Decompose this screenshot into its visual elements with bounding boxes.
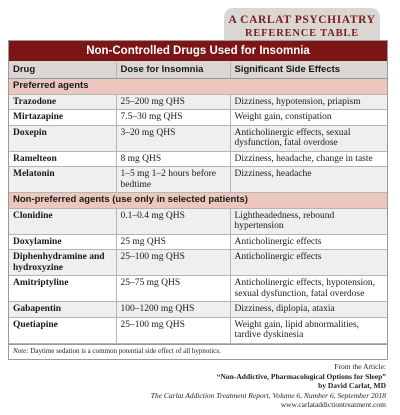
drug-name: Diphenhydramine and hydroxyzine — [9, 250, 116, 276]
drug-dose: 25–200 mg QHS — [116, 94, 230, 110]
table-title: Non-Controlled Drugs Used for Insomnia — [9, 41, 387, 61]
drug-name: Ramelteon — [9, 151, 116, 167]
header-side-effects: Significant Side Effects — [230, 61, 387, 79]
drug-dose: 8 mg QHS — [116, 151, 230, 167]
table-row — [9, 250, 387, 276]
table-row — [9, 110, 387, 126]
badge-line-2: REFERENCE TABLE — [244, 28, 359, 39]
section-preferred — [9, 79, 387, 95]
drug-name: Doxylamine — [9, 234, 116, 250]
drug-name: Quetiapine — [9, 317, 116, 343]
drug-name: Gabapentin — [9, 302, 116, 318]
table-row — [9, 167, 387, 193]
drug-dose: 25–100 mg QHS — [116, 250, 230, 276]
table-row — [9, 208, 387, 234]
drug-name: Trazodone — [9, 94, 116, 110]
drug-name: Amitriptyline — [9, 276, 116, 302]
drug-effects: Anticholinergic effects — [230, 250, 387, 276]
drug-effects: Anticholinergic effects, sexual dysfunction, fatal overdose — [230, 125, 387, 151]
drug-dose: 25–100 mg QHS — [116, 317, 230, 343]
drug-effects: Dizziness, hypotension, priapism — [230, 94, 387, 110]
header-drug: Drug — [9, 61, 116, 79]
note-label: Note: — [13, 346, 29, 355]
table-note — [9, 344, 387, 357]
drug-table — [9, 61, 387, 344]
drug-name: Doxepin — [9, 125, 116, 151]
reference-table-card — [8, 40, 388, 360]
drug-dose: 25 mg QHS — [116, 234, 230, 250]
table-row — [9, 276, 387, 302]
drug-dose: 3–20 mg QHS — [116, 125, 230, 151]
source-line-1: From the Article: — [334, 362, 386, 371]
table-row — [9, 151, 387, 167]
drug-name: Melatonin — [9, 167, 116, 193]
table-row — [9, 94, 387, 110]
header-row — [9, 61, 387, 79]
table-row — [9, 125, 387, 151]
badge-line-1: A CARLAT PSYCHIATRY — [228, 14, 376, 26]
drug-effects: Weight gain, lipid abnormalities, tardive dyskinesia — [230, 317, 387, 343]
drug-effects: Lightheadedness, rebound hypertension — [230, 208, 387, 234]
drug-dose: 100–1200 mg QHS — [116, 302, 230, 318]
drug-dose: 0.1–0.4 mg QHS — [116, 208, 230, 234]
publication-url: www.carlataddictiontreatment.com — [280, 400, 386, 409]
drug-name: Clonidine — [9, 208, 116, 234]
drug-effects: Anticholinergic effects, hypotension, sexual dysfunction, fatal overdose — [230, 276, 387, 302]
drug-dose: 25–75 mg QHS — [116, 276, 230, 302]
drug-effects: Dizziness, headache, change in taste — [230, 151, 387, 167]
publication-info: The Carlat Addiction Treatment Report, Volume 6, Number 6, September 2018 — [150, 390, 386, 400]
header-dose: Dose for Insomnia — [116, 61, 230, 79]
table-row — [9, 317, 387, 343]
section-nonpreferred — [9, 193, 387, 209]
article-author: by David Carlat, MD — [318, 381, 386, 390]
source-citation — [136, 362, 386, 410]
article-title: “Non-Addictive, Pharmacological Options for Sleep” — [216, 371, 386, 381]
drug-effects: Weight gain, constipation — [230, 110, 387, 126]
table-row — [9, 302, 387, 318]
drug-effects: Dizziness, headache — [230, 167, 387, 193]
table-row — [9, 234, 387, 250]
drug-effects: Anticholinergic effects — [230, 234, 387, 250]
drug-effects: Dizziness, diplopia, ataxia — [230, 302, 387, 318]
section-nonpreferred-label: Non-preferred agents (use only in selected patients) — [9, 193, 387, 209]
drug-dose: 1–5 mg 1–2 hours before bedtime — [116, 167, 230, 193]
section-preferred-label: Preferred agents — [9, 79, 387, 95]
drug-name: Mirtazapine — [9, 110, 116, 126]
drug-dose: 7.5–30 mg QHS — [116, 110, 230, 126]
note-text: Daytime sedation is a common potential side effect of all hypnotics. — [30, 346, 221, 355]
